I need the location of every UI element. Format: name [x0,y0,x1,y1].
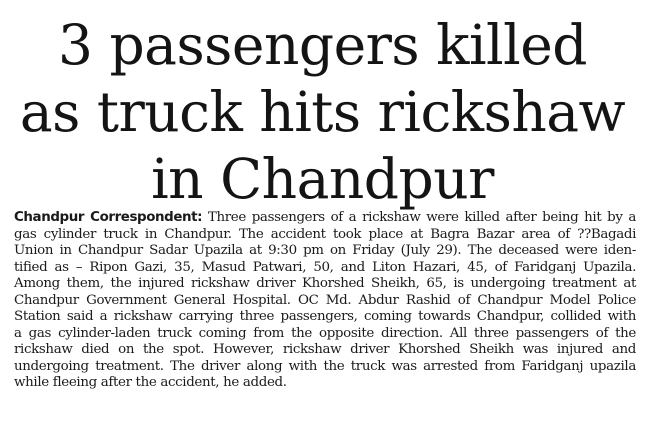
body-line-1 [14,210,636,227]
body-line-6: Chandpur Government General Hospital. OC Md. Abdur Rashid of Chandpur Model Police [14,292,636,308]
body-line-4: tified as – Ripon Gazi, 35, Masud Patwari, 50, and Liton Hazari, 45, of Faridganj Upazila. [14,259,636,275]
body-line-11: while fleeing after the accident, he added. [14,375,287,390]
body-line-8: a gas cylinder-laden truck coming from the opposite direction. All three passengers of the [14,325,636,341]
body-line-7: Station said a rickshaw carrying three passengers, coming towards Chandpur, collided with [14,309,636,324]
headline-line-1: 3 passengers killed [57,13,587,77]
body-line-1-text: Three passengers of a rickshaw were killed after being hit by a [202,210,636,225]
headline-line-2: as truck hits rickshaw [19,80,626,144]
body-line-3: Union in Chandpur Sadar Upazila at 9:30 pm on Friday (July 29). The deceased were iden- [14,243,636,258]
article-headline [0,12,645,213]
headline-line-3: in Chandpur [151,147,494,211]
byline: Chandpur Correspondent: [14,210,203,225]
body-line-9: rickshaw died on the spot. However, rickshaw driver Khorshed Sheikh was injured and [14,342,636,357]
body-line-5: Among them, the injured rickshaw driver Khorshed Sheikh, 65, is undergoing treatment at [14,276,636,291]
body-line-2: gas cylinder truck in Chandpur. The accident took place at Bagra Bazar area of ??Bagadi [14,226,636,242]
article-body [14,210,636,392]
body-line-10: undergoing treatment. The driver along with the truck was arrested from Faridganj upazila [14,358,636,374]
